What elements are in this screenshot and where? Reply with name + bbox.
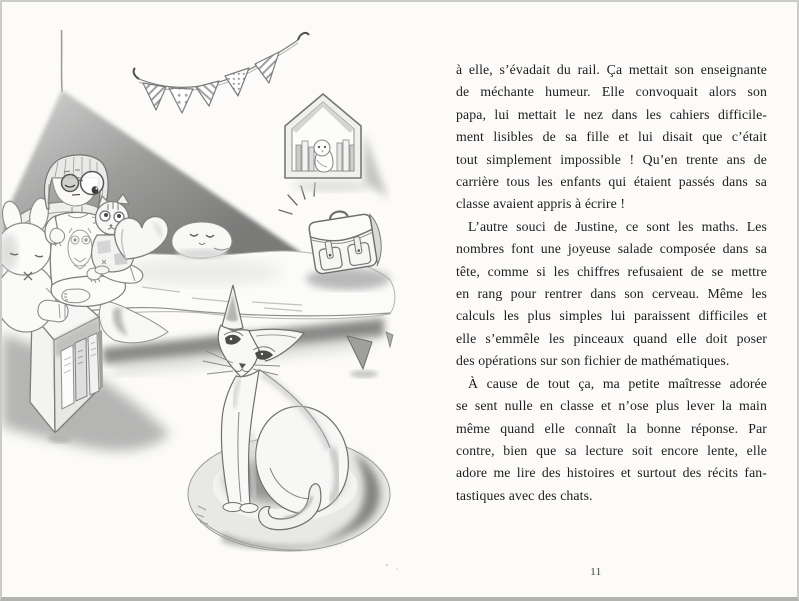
garland-hook-left [134,68,139,79]
pennant-garland [134,33,309,113]
text-line: tastiques avec des chats. [456,487,593,503]
text-line: nombres font une joyeuse salade composée dans sa [456,241,767,257]
text-line: classe avaient appris à écrire ! [456,196,626,212]
pennant-5 [255,52,279,83]
garland-hook-right [298,33,309,40]
text-line: des opérations sur son fichier de mathématiques. [456,353,730,369]
text-line: L’autre souci de Justine, ce sont les maths. Les [468,218,767,234]
paragraph [456,216,767,373]
text-line: tête, comme si les chiffres refusaient de se mettre [456,263,767,279]
text-line: elle s’emmêle les pinceaux quand elle doit poser [456,330,767,346]
pennant-4 [225,68,249,96]
girl-hand [50,228,65,243]
paragraph [456,59,767,216]
pennant-2 [169,88,193,113]
paragraph [456,373,767,507]
house-shelf [285,94,388,198]
text-line: de méchante humeur. Elle convoquait alors son [456,84,767,100]
girl-foot [62,289,90,303]
text-line: carrière tous les enfants qui étaient passés dans sa [456,174,767,190]
text-line: papa, lui mettait le nez dans les cahiers difficile- [456,106,767,122]
sleeping-plush [172,222,232,259]
text-line: se sent nulle en classe et n’ose plus lever la main [456,398,767,414]
bedroom-illustration [2,2,442,599]
text-line: même quand elle connaît la bonne réponse. Par [456,420,767,436]
text-line: À cause de tout ça, ma petite maîtresse adorée [468,375,767,391]
text-line: calculs les plus simples lui paraissent difficiles et [456,308,767,324]
pennant-3 [196,81,219,106]
girl-mouth [72,195,80,196]
pennant-1 [143,83,166,110]
floor-specks [386,564,398,570]
text-line: adore me lire des histoires et surtout des récits fan- [456,465,767,481]
text-line: à elle, s’évadait du rail. Ça mettait son enseignante [456,62,767,77]
text-line: ment lisibles de sa fille et lui disait que c’était [456,129,767,145]
text-line: contre, bien que sa lecture soit encore lente, elle [456,442,767,458]
text-line: tout simplement impossible ! Qu’en trente ans de [456,151,767,167]
text-line: en rang pour rentrer dans son cerveau. Même les [456,286,767,302]
page-text [456,59,767,507]
illustration-svg [2,2,442,599]
page-number: 11 [590,566,602,578]
